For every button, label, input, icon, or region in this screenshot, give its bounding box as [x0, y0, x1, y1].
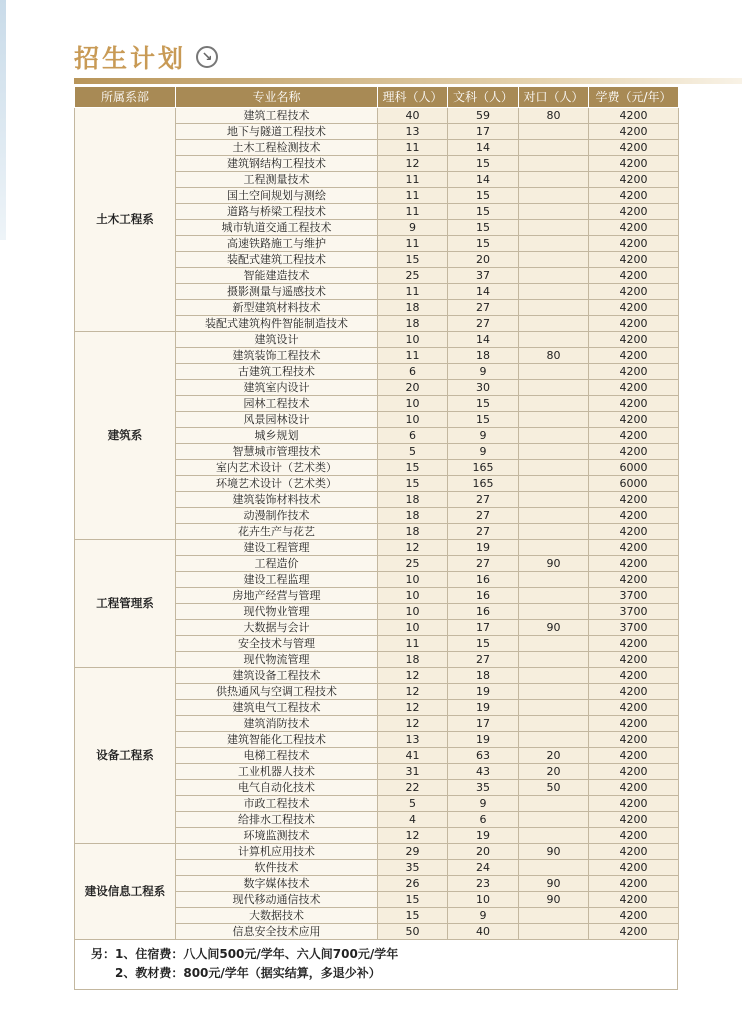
tuition-cell: 4200	[589, 348, 679, 364]
science-count-cell: 11	[378, 348, 448, 364]
science-count-cell: 15	[378, 460, 448, 476]
department-cell: 设备工程系	[75, 668, 176, 844]
table-header-row	[75, 87, 679, 108]
arts-count-cell: 15	[448, 156, 519, 172]
science-count-cell: 31	[378, 764, 448, 780]
major-name-cell: 园林工程技术	[176, 396, 378, 412]
arts-count-cell: 16	[448, 604, 519, 620]
science-count-cell: 9	[378, 220, 448, 236]
arts-count-cell: 19	[448, 700, 519, 716]
major-name-cell: 现代物业管理	[176, 604, 378, 620]
major-name-cell: 建筑钢结构工程技术	[176, 156, 378, 172]
science-count-cell: 13	[378, 732, 448, 748]
vocational-count-cell: 80	[519, 108, 589, 124]
vocational-count-cell	[519, 364, 589, 380]
vocational-count-cell	[519, 220, 589, 236]
vocational-count-cell	[519, 172, 589, 188]
major-name-cell: 土木工程检测技术	[176, 140, 378, 156]
science-count-cell: 12	[378, 540, 448, 556]
tuition-cell: 3700	[589, 620, 679, 636]
science-count-cell: 15	[378, 476, 448, 492]
arts-count-cell: 37	[448, 268, 519, 284]
table-row	[75, 668, 679, 684]
header-tuition: 学费（元/年）	[589, 87, 679, 108]
vocational-count-cell: 90	[519, 876, 589, 892]
science-count-cell: 25	[378, 556, 448, 572]
note-line-1: 另：1、住宿费：八人间500元/学年、六人间700元/学年	[91, 947, 399, 961]
vocational-count-cell	[519, 508, 589, 524]
fee-notes	[74, 940, 678, 990]
arts-count-cell: 6	[448, 812, 519, 828]
vocational-count-cell	[519, 908, 589, 924]
science-count-cell: 5	[378, 444, 448, 460]
vocational-count-cell: 90	[519, 892, 589, 908]
arts-count-cell: 15	[448, 220, 519, 236]
science-count-cell: 11	[378, 236, 448, 252]
science-count-cell: 11	[378, 188, 448, 204]
arts-count-cell: 27	[448, 300, 519, 316]
arts-count-cell: 63	[448, 748, 519, 764]
major-name-cell: 风景园林设计	[176, 412, 378, 428]
tuition-cell: 4200	[589, 780, 679, 796]
tuition-cell: 4200	[589, 908, 679, 924]
major-name-cell: 环境艺术设计（艺术类）	[176, 476, 378, 492]
tuition-cell: 4200	[589, 412, 679, 428]
science-count-cell: 12	[378, 684, 448, 700]
major-name-cell: 建筑消防技术	[176, 716, 378, 732]
arts-count-cell: 24	[448, 860, 519, 876]
major-name-cell: 建筑工程技术	[176, 108, 378, 124]
tuition-cell: 4200	[589, 156, 679, 172]
science-count-cell: 20	[378, 380, 448, 396]
tuition-cell: 4200	[589, 828, 679, 844]
vocational-count-cell	[519, 540, 589, 556]
major-name-cell: 建筑设计	[176, 332, 378, 348]
vocational-count-cell	[519, 684, 589, 700]
major-name-cell: 大数据与会计	[176, 620, 378, 636]
tuition-cell: 4200	[589, 172, 679, 188]
vocational-count-cell	[519, 460, 589, 476]
science-count-cell: 22	[378, 780, 448, 796]
vocational-count-cell	[519, 444, 589, 460]
tuition-cell: 4200	[589, 364, 679, 380]
science-count-cell: 11	[378, 204, 448, 220]
tuition-cell: 6000	[589, 460, 679, 476]
vocational-count-cell: 80	[519, 348, 589, 364]
vocational-count-cell	[519, 828, 589, 844]
major-name-cell: 供热通风与空调工程技术	[176, 684, 378, 700]
tuition-cell: 4200	[589, 844, 679, 860]
major-name-cell: 建筑电气工程技术	[176, 700, 378, 716]
tuition-cell: 4200	[589, 540, 679, 556]
science-count-cell: 4	[378, 812, 448, 828]
arts-count-cell: 35	[448, 780, 519, 796]
science-count-cell: 18	[378, 508, 448, 524]
major-name-cell: 现代移动通信技术	[176, 892, 378, 908]
science-count-cell: 10	[378, 588, 448, 604]
vocational-count-cell	[519, 636, 589, 652]
major-name-cell: 装配式建筑工程技术	[176, 252, 378, 268]
major-name-cell: 室内艺术设计（艺术类）	[176, 460, 378, 476]
enrollment-plan-table	[74, 86, 678, 990]
tuition-cell: 4200	[589, 652, 679, 668]
tuition-cell: 4200	[589, 876, 679, 892]
arts-count-cell: 27	[448, 524, 519, 540]
vocational-count-cell	[519, 124, 589, 140]
major-name-cell: 动漫制作技术	[176, 508, 378, 524]
major-name-cell: 花卉生产与花艺	[176, 524, 378, 540]
major-name-cell: 智能建造技术	[176, 268, 378, 284]
vocational-count-cell	[519, 700, 589, 716]
major-name-cell: 工程测量技术	[176, 172, 378, 188]
tuition-cell: 4200	[589, 636, 679, 652]
arts-count-cell: 27	[448, 556, 519, 572]
science-count-cell: 29	[378, 844, 448, 860]
major-name-cell: 数字媒体技术	[176, 876, 378, 892]
vocational-count-cell	[519, 604, 589, 620]
department-cell: 工程管理系	[75, 540, 176, 668]
major-name-cell: 工业机器人技术	[176, 764, 378, 780]
title-divider	[74, 78, 742, 84]
vocational-count-cell	[519, 188, 589, 204]
arts-count-cell: 27	[448, 316, 519, 332]
science-count-cell: 12	[378, 156, 448, 172]
science-count-cell: 10	[378, 620, 448, 636]
major-name-cell: 给排水工程技术	[176, 812, 378, 828]
department-cell: 建筑系	[75, 332, 176, 540]
major-name-cell: 智慧城市管理技术	[176, 444, 378, 460]
vocational-count-cell	[519, 732, 589, 748]
science-count-cell: 12	[378, 716, 448, 732]
tuition-cell: 4200	[589, 300, 679, 316]
tuition-cell: 4200	[589, 204, 679, 220]
tuition-cell: 4200	[589, 524, 679, 540]
science-count-cell: 50	[378, 924, 448, 940]
tuition-cell: 4200	[589, 444, 679, 460]
vocational-count-cell	[519, 476, 589, 492]
science-count-cell: 18	[378, 652, 448, 668]
arts-count-cell: 16	[448, 572, 519, 588]
tuition-cell: 4200	[589, 924, 679, 940]
arts-count-cell: 14	[448, 140, 519, 156]
tuition-cell: 4200	[589, 252, 679, 268]
tuition-cell: 4200	[589, 188, 679, 204]
tuition-cell: 4200	[589, 220, 679, 236]
arts-count-cell: 165	[448, 460, 519, 476]
science-count-cell: 12	[378, 828, 448, 844]
science-count-cell: 11	[378, 284, 448, 300]
arts-count-cell: 23	[448, 876, 519, 892]
department-cell: 建设信息工程系	[75, 844, 176, 940]
science-count-cell: 18	[378, 492, 448, 508]
tuition-cell: 4200	[589, 284, 679, 300]
tuition-cell: 4200	[589, 860, 679, 876]
science-count-cell: 11	[378, 172, 448, 188]
table-row	[75, 108, 679, 124]
vocational-count-cell	[519, 236, 589, 252]
vocational-count-cell	[519, 412, 589, 428]
arts-count-cell: 16	[448, 588, 519, 604]
vocational-count-cell	[519, 204, 589, 220]
vocational-count-cell	[519, 524, 589, 540]
vocational-count-cell	[519, 796, 589, 812]
major-name-cell: 建设工程管理	[176, 540, 378, 556]
vocational-count-cell: 90	[519, 844, 589, 860]
major-name-cell: 城乡规划	[176, 428, 378, 444]
tuition-cell: 4200	[589, 492, 679, 508]
major-name-cell: 房地产经营与管理	[176, 588, 378, 604]
header-vocational: 对口（人）	[519, 87, 589, 108]
vocational-count-cell	[519, 572, 589, 588]
science-count-cell: 41	[378, 748, 448, 764]
vocational-count-cell: 20	[519, 748, 589, 764]
tuition-cell: 4200	[589, 332, 679, 348]
tuition-cell: 3700	[589, 588, 679, 604]
vocational-count-cell: 20	[519, 764, 589, 780]
science-count-cell: 40	[378, 108, 448, 124]
arts-count-cell: 9	[448, 796, 519, 812]
arts-count-cell: 27	[448, 492, 519, 508]
major-name-cell: 建筑室内设计	[176, 380, 378, 396]
arts-count-cell: 27	[448, 652, 519, 668]
header-department: 所属系部	[75, 87, 176, 108]
arts-count-cell: 15	[448, 204, 519, 220]
vocational-count-cell: 50	[519, 780, 589, 796]
tuition-cell: 6000	[589, 476, 679, 492]
tuition-cell: 4200	[589, 428, 679, 444]
tuition-cell: 4200	[589, 748, 679, 764]
vocational-count-cell	[519, 492, 589, 508]
table-row	[75, 540, 679, 556]
table-row	[75, 844, 679, 860]
arts-count-cell: 20	[448, 252, 519, 268]
vocational-count-cell	[519, 300, 589, 316]
major-name-cell: 环境监测技术	[176, 828, 378, 844]
arts-count-cell: 15	[448, 396, 519, 412]
arts-count-cell: 10	[448, 892, 519, 908]
major-name-cell: 电气自动化技术	[176, 780, 378, 796]
tuition-cell: 4200	[589, 268, 679, 284]
major-name-cell: 大数据技术	[176, 908, 378, 924]
vocational-count-cell	[519, 668, 589, 684]
arts-count-cell: 15	[448, 236, 519, 252]
major-name-cell: 装配式建筑构件智能制造技术	[176, 316, 378, 332]
arts-count-cell: 14	[448, 172, 519, 188]
tuition-cell: 4200	[589, 380, 679, 396]
arts-count-cell: 27	[448, 508, 519, 524]
tuition-cell: 4200	[589, 684, 679, 700]
major-name-cell: 城市轨道交通工程技术	[176, 220, 378, 236]
vocational-count-cell	[519, 428, 589, 444]
arts-count-cell: 9	[448, 364, 519, 380]
science-count-cell: 25	[378, 268, 448, 284]
page-title: 招生计划	[74, 44, 187, 73]
science-count-cell: 12	[378, 700, 448, 716]
vocational-count-cell	[519, 268, 589, 284]
arts-count-cell: 14	[448, 332, 519, 348]
department-cell: 土木工程系	[75, 108, 176, 332]
science-count-cell: 13	[378, 124, 448, 140]
vocational-count-cell	[519, 332, 589, 348]
major-name-cell: 地下与隧道工程技术	[176, 124, 378, 140]
major-name-cell: 古建筑工程技术	[176, 364, 378, 380]
science-count-cell: 10	[378, 412, 448, 428]
science-count-cell: 11	[378, 636, 448, 652]
science-count-cell: 15	[378, 908, 448, 924]
major-name-cell: 新型建筑材料技术	[176, 300, 378, 316]
major-name-cell: 摄影测量与遥感技术	[176, 284, 378, 300]
arrow-circle-icon: ↘	[196, 46, 218, 68]
arts-count-cell: 19	[448, 828, 519, 844]
arts-count-cell: 17	[448, 620, 519, 636]
major-name-cell: 建设工程监理	[176, 572, 378, 588]
tuition-cell: 4200	[589, 140, 679, 156]
major-name-cell: 国土空间规划与测绘	[176, 188, 378, 204]
arts-count-cell: 19	[448, 732, 519, 748]
vocational-count-cell	[519, 316, 589, 332]
tuition-cell: 4200	[589, 572, 679, 588]
science-count-cell: 12	[378, 668, 448, 684]
header-major: 专业名称	[176, 87, 378, 108]
major-name-cell: 计算机应用技术	[176, 844, 378, 860]
science-count-cell: 26	[378, 876, 448, 892]
vocational-count-cell	[519, 588, 589, 604]
arts-count-cell: 9	[448, 908, 519, 924]
science-count-cell: 10	[378, 396, 448, 412]
major-name-cell: 电梯工程技术	[176, 748, 378, 764]
major-name-cell: 软件技术	[176, 860, 378, 876]
vocational-count-cell	[519, 812, 589, 828]
major-name-cell: 建筑装饰材料技术	[176, 492, 378, 508]
tuition-cell: 4200	[589, 556, 679, 572]
tuition-cell: 4200	[589, 812, 679, 828]
vocational-count-cell	[519, 396, 589, 412]
header-science: 理科（人）	[378, 87, 448, 108]
tuition-cell: 4200	[589, 892, 679, 908]
arts-count-cell: 19	[448, 540, 519, 556]
major-name-cell: 道路与桥梁工程技术	[176, 204, 378, 220]
tuition-cell: 4200	[589, 732, 679, 748]
science-count-cell: 5	[378, 796, 448, 812]
science-count-cell: 18	[378, 316, 448, 332]
arts-count-cell: 19	[448, 684, 519, 700]
science-count-cell: 11	[378, 140, 448, 156]
vocational-count-cell	[519, 156, 589, 172]
science-count-cell: 10	[378, 572, 448, 588]
tuition-cell: 4200	[589, 108, 679, 124]
vocational-count-cell	[519, 284, 589, 300]
arts-count-cell: 59	[448, 108, 519, 124]
vocational-count-cell: 90	[519, 620, 589, 636]
vocational-count-cell	[519, 652, 589, 668]
tuition-cell: 4200	[589, 508, 679, 524]
arts-count-cell: 14	[448, 284, 519, 300]
arts-count-cell: 15	[448, 636, 519, 652]
header-arts: 文科（人）	[448, 87, 519, 108]
tuition-cell: 4200	[589, 764, 679, 780]
table-body	[75, 108, 679, 940]
arts-count-cell: 17	[448, 716, 519, 732]
science-count-cell: 35	[378, 860, 448, 876]
vocational-count-cell	[519, 252, 589, 268]
science-count-cell: 18	[378, 524, 448, 540]
vocational-count-cell	[519, 716, 589, 732]
tuition-cell: 4200	[589, 700, 679, 716]
tuition-cell: 3700	[589, 604, 679, 620]
science-count-cell: 18	[378, 300, 448, 316]
tuition-cell: 4200	[589, 124, 679, 140]
major-name-cell: 现代物流管理	[176, 652, 378, 668]
arts-count-cell: 43	[448, 764, 519, 780]
science-count-cell: 15	[378, 252, 448, 268]
note-line-2: 2、教材费：800元/学年（据实结算，多退少补）	[115, 966, 381, 980]
left-edge-strip	[0, 0, 6, 240]
vocational-count-cell	[519, 140, 589, 156]
vocational-count-cell	[519, 924, 589, 940]
major-name-cell: 市政工程技术	[176, 796, 378, 812]
vocational-count-cell	[519, 380, 589, 396]
major-name-cell: 工程造价	[176, 556, 378, 572]
science-count-cell: 6	[378, 364, 448, 380]
vocational-count-cell	[519, 860, 589, 876]
tuition-cell: 4200	[589, 316, 679, 332]
arts-count-cell: 18	[448, 348, 519, 364]
major-name-cell: 建筑设备工程技术	[176, 668, 378, 684]
arts-count-cell: 40	[448, 924, 519, 940]
major-name-cell: 建筑智能化工程技术	[176, 732, 378, 748]
title-block	[74, 40, 218, 74]
table-row	[75, 332, 679, 348]
science-count-cell: 6	[378, 428, 448, 444]
tuition-cell: 4200	[589, 668, 679, 684]
arts-count-cell: 165	[448, 476, 519, 492]
arts-count-cell: 15	[448, 412, 519, 428]
arts-count-cell: 9	[448, 444, 519, 460]
tuition-cell: 4200	[589, 396, 679, 412]
arts-count-cell: 9	[448, 428, 519, 444]
arts-count-cell: 20	[448, 844, 519, 860]
arts-count-cell: 30	[448, 380, 519, 396]
tuition-cell: 4200	[589, 796, 679, 812]
tuition-cell: 4200	[589, 236, 679, 252]
science-count-cell: 15	[378, 892, 448, 908]
arts-count-cell: 17	[448, 124, 519, 140]
major-name-cell: 高速铁路施工与维护	[176, 236, 378, 252]
science-count-cell: 10	[378, 604, 448, 620]
science-count-cell: 10	[378, 332, 448, 348]
tuition-cell: 4200	[589, 716, 679, 732]
major-name-cell: 信息安全技术应用	[176, 924, 378, 940]
vocational-count-cell: 90	[519, 556, 589, 572]
arts-count-cell: 15	[448, 188, 519, 204]
arts-count-cell: 18	[448, 668, 519, 684]
major-name-cell: 建筑装饰工程技术	[176, 348, 378, 364]
major-name-cell: 安全技术与管理	[176, 636, 378, 652]
